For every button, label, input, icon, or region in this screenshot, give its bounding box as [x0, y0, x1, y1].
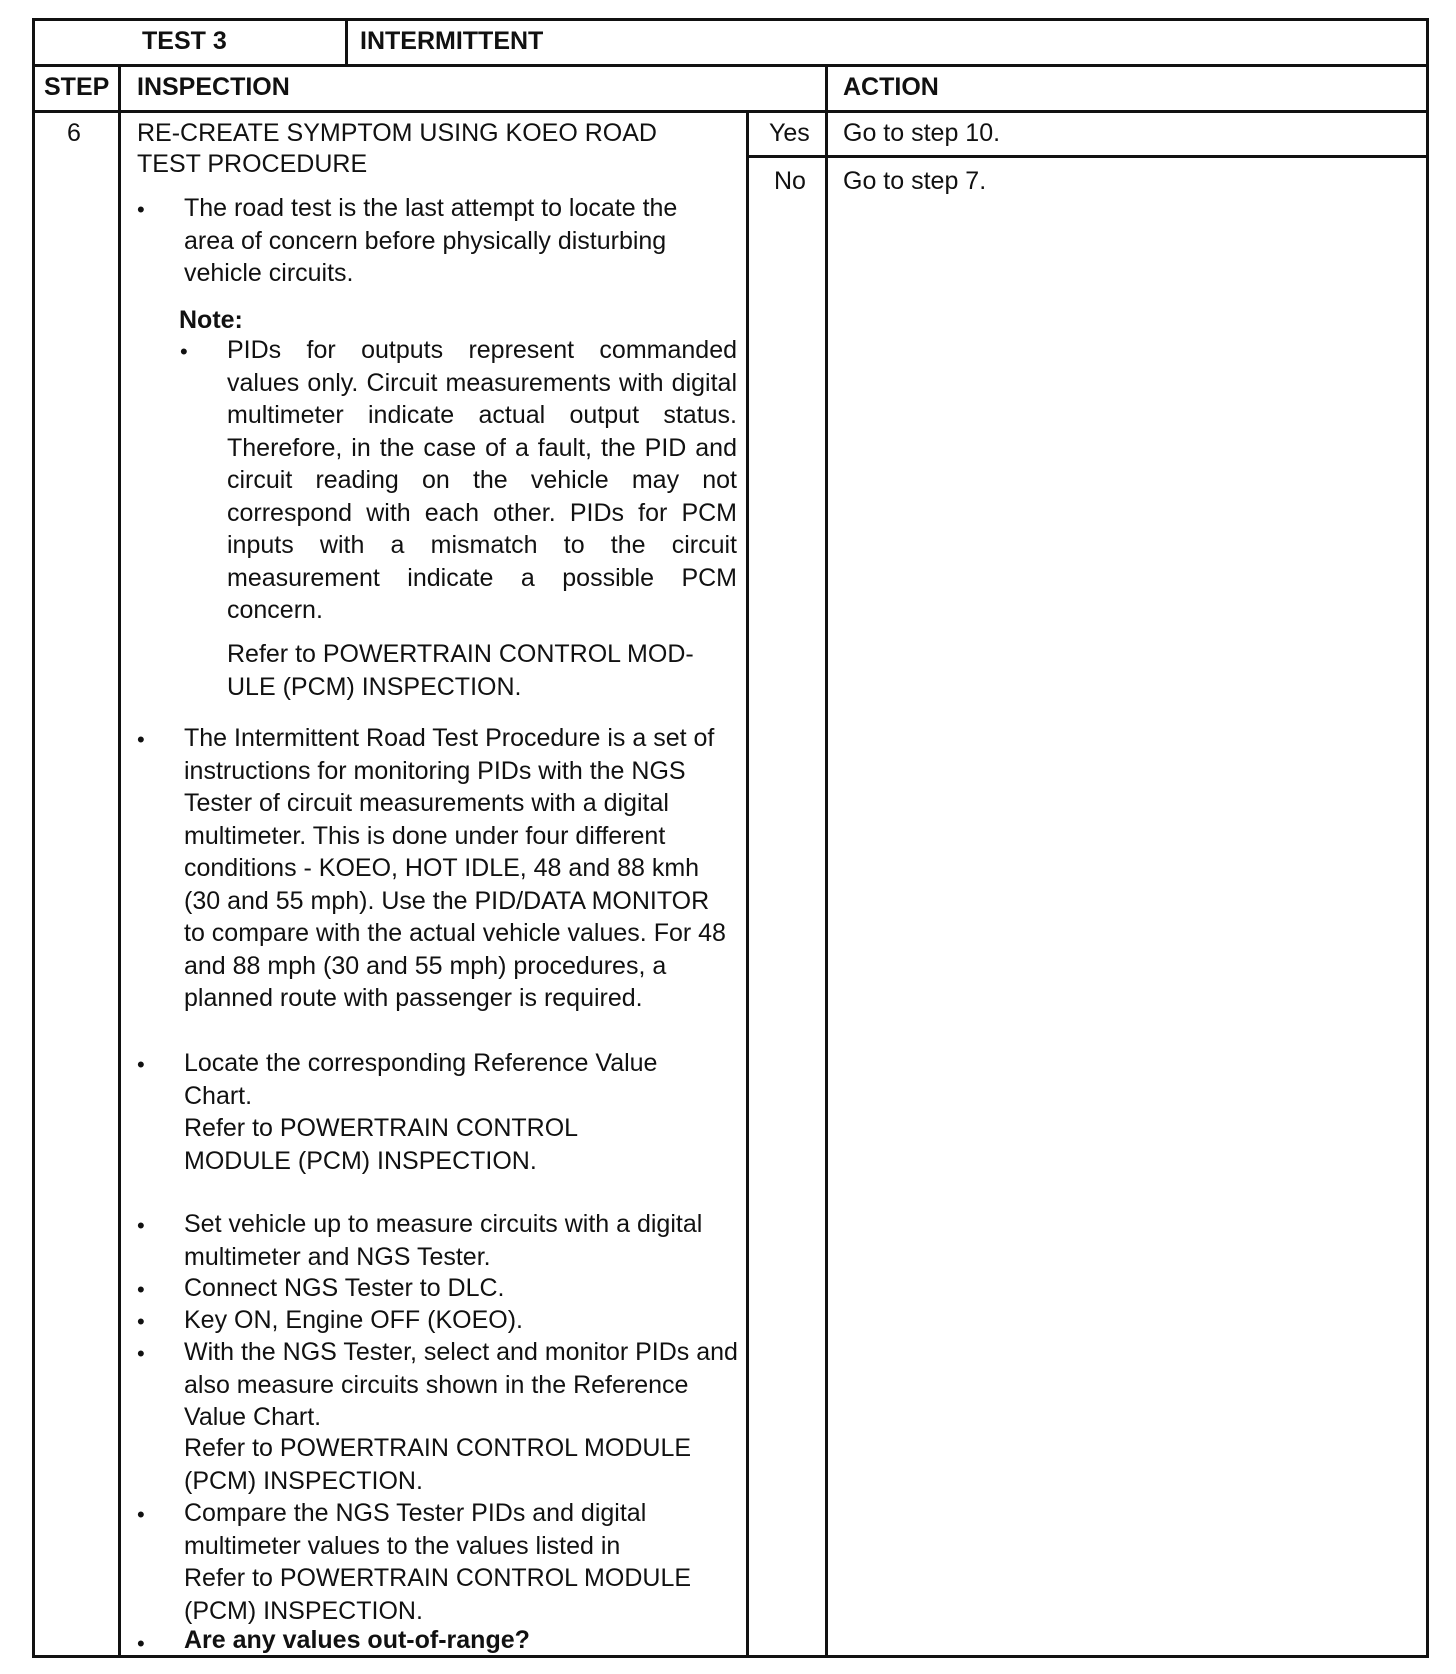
action-column-header: ACTION: [843, 73, 939, 101]
bullet-select-monitor-refer: Refer to POWERTRAIN CONTROL MODULE (PCM) INSPECTION.: [184, 1434, 692, 1495]
bullet-reference-chart-refer: Refer to POWERTRAIN CONTROL MODULE (PCM) INSPECTION.: [184, 1114, 578, 1175]
rule-answer-column: [746, 110, 749, 1658]
note-label: Note:: [179, 306, 243, 334]
bullet-marker: •: [137, 1502, 145, 1527]
rule-below-header: [32, 110, 1429, 113]
test-title: INTERMITTENT: [360, 27, 544, 55]
bullet-marker: •: [137, 1631, 145, 1656]
bullet-select-monitor: With the NGS Tester, select and monitor PIDs and also measure circuits shown in the Reference Value Chart.: [184, 1338, 738, 1431]
bullet-marker: •: [137, 197, 145, 222]
bullet-marker: •: [137, 1213, 145, 1238]
bullet-intermittent-procedure: The Intermittent Road Test Procedure is a set of instructions for monitoring PIDs with the NGS Tester of circuit measurements with a digital multimeter. This is done under four different conditions - KOEO, HOT IDLE, 48 and 88 kmh (30 and 55 mph). Use the PID/DATA MONITOR to compare with the actual vehicle values. For 48 and 88 mph (30 and 55 mph) procedures, a planned route with passenger is required.: [184, 724, 726, 1012]
bullet-key-on: Key ON, Engine OFF (KOEO).: [184, 1306, 523, 1334]
bullet-marker: •: [180, 339, 188, 364]
step-number: 6: [67, 119, 81, 147]
bullet-reference-chart: Locate the corresponding Reference Value Chart.: [184, 1049, 658, 1110]
answer-no: No: [774, 167, 806, 195]
answer-yes: Yes: [769, 119, 810, 147]
rule-action-column: [825, 64, 828, 1658]
bullet-marker: •: [137, 1309, 145, 1334]
bullet-compare-values: Compare the NGS Tester PIDs and digital multimeter values to the values listed in: [184, 1499, 647, 1560]
bullet-marker: •: [137, 1341, 145, 1366]
rule-below-title: [32, 64, 1429, 67]
bullet-road-test: The road test is the last attempt to locate the area of concern before physically disturbing vehicle circuits.: [184, 194, 678, 287]
bullet-out-of-range-question: Are any values out-of-range?: [184, 1626, 530, 1654]
test-number: TEST 3: [142, 27, 227, 55]
rule-title-separator: [345, 18, 348, 67]
inspection-title-line2: TEST PROCEDURE: [137, 150, 368, 178]
step-column-header: STEP: [44, 73, 110, 101]
bullet-marker: •: [137, 1052, 145, 1077]
bullet-marker: •: [137, 727, 145, 752]
action-no: Go to step 7.: [843, 167, 987, 195]
note-refer-pcm: Refer to POWERTRAIN CONTROL MOD-ULE (PCM) INSPECTION.: [227, 640, 694, 701]
action-yes: Go to step 10.: [843, 119, 1001, 147]
bullet-set-vehicle: Set vehicle up to measure circuits with a digital multimeter and NGS Tester.: [184, 1210, 703, 1271]
bullet-connect-tester: Connect NGS Tester to DLC.: [184, 1274, 505, 1302]
inspection-column-header: INSPECTION: [137, 73, 290, 101]
note-pid-outputs: PIDs for outputs represent commanded values only. Circuit measurements with digital multimeter indicate actual output status. Therefore, in the case of a fault, the PID and circuit reading on the vehicle may not correspond with each other. PIDs for PCM inputs with a mismatch to the circuit measurement indicate a possible PCM concern.: [227, 336, 737, 624]
bullet-marker: •: [137, 1277, 145, 1302]
bullet-compare-values-refer: Refer to POWERTRAIN CONTROL MODULE (PCM) INSPECTION.: [184, 1564, 692, 1625]
rule-between-results: [746, 155, 1429, 158]
inspection-title-line1: RE-CREATE SYMPTOM USING KOEO ROAD: [137, 119, 657, 147]
rule-step-column: [118, 64, 121, 1658]
